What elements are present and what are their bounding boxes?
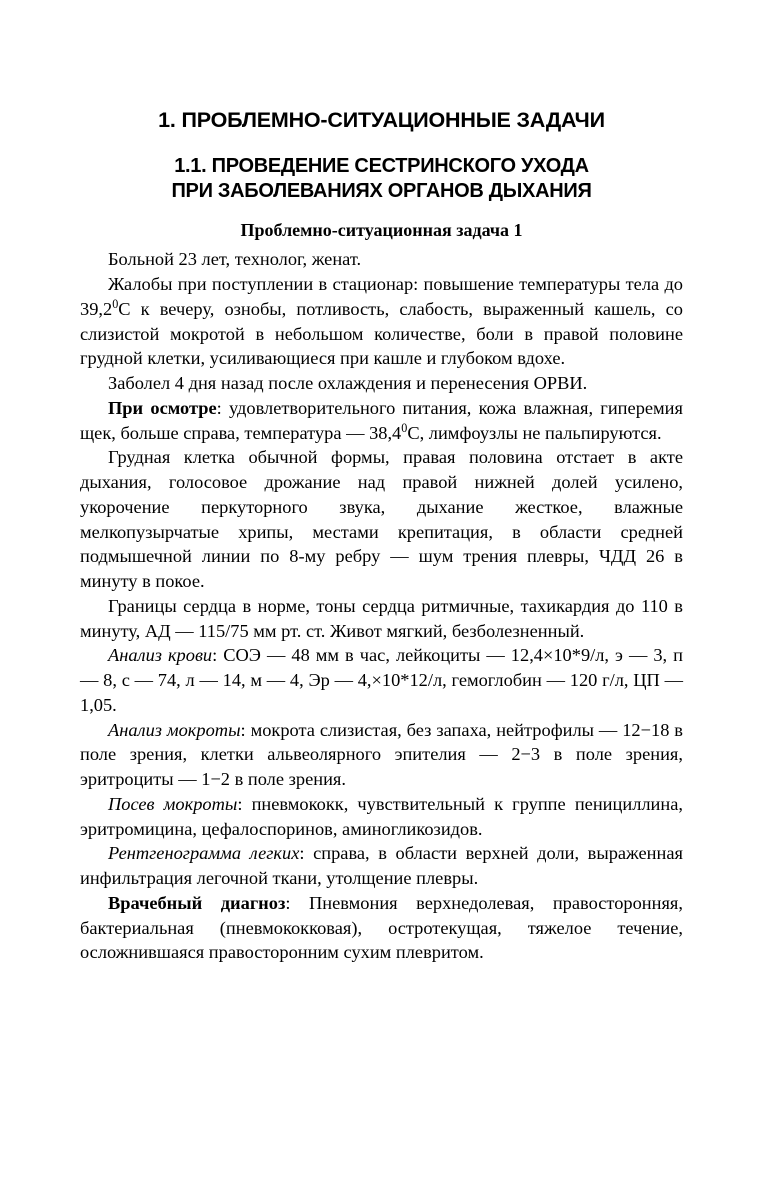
sputum-analysis-text: : мокрота слизистая, без запаха, нейтрофилы — 12−18 в поле зрения, клетки альвеолярного эпителия — 2−3 в поле зрения, эритроциты — 1−2 в поле зрения.: [80, 719, 683, 790]
section-title: [80, 154, 683, 204]
examination-label: При осмотре: [108, 397, 217, 418]
examination-text-before-degree: : удовлетворительного питания, кожа влажная, гиперемия щек, больше справа, температура — 38,4: [80, 397, 683, 443]
degree-sign-1: 0: [112, 296, 119, 311]
degree-sign-2: 0: [401, 420, 408, 435]
sputum-culture-text: : пневмококк, чувствительный к группе пенициллина, эритромицина, цефалоспоринов, аминогликозидов.: [80, 793, 683, 839]
paragraph-onset: Заболел 4 дня назад после охлаждения и перенесения ОРВИ.: [108, 373, 588, 394]
complaints-text-after-degree: С к вечеру, ознобы, потливость, слабость, выраженный кашель, со слизистой мокротой в небольшом количестве, боли в правой половине грудной клетки, усиливающиеся при кашле и глубоком вдохе.: [80, 298, 683, 369]
paragraph-sputum-culture: [80, 792, 683, 842]
paragraph-complaints: [80, 272, 683, 371]
paragraph-diagnosis: [80, 891, 683, 965]
section-title-line-2: ПРИ ЗАБОЛЕВАНИЯХ ОРГАНОВ ДЫХАНИЯ: [171, 179, 592, 202]
paragraph-blood-analysis: [80, 643, 683, 717]
paragraph-heart-findings: Границы сердца в норме, тоны сердца ритмичные, тахикардия до 110 в минуту, АД — 115/75 мм рт. ст. Живот мягкий, безболезненный.: [80, 595, 683, 641]
chest-xray-text: : справа, в области верхней доли, выраженная инфильтрация легочной ткани, утолщение плевры.: [80, 843, 683, 889]
sputum-culture-label: Посев мокроты: [108, 793, 238, 814]
diagnosis-label: Врачебный диагноз: [108, 892, 286, 913]
diagnosis-text: : Пневмония верхнедолевая, правосторонняя, бактериальная (пневмококковая), остротекущая, тяжелое течение, осложнившаяся правосторонним сухим плевритом.: [80, 892, 683, 963]
blood-analysis-text: : СОЭ — 48 мм в час, лейкоциты — 12,4×10*9/л, э — 3, п — 8, с — 74, л — 14, м — 4, Эр — 4,×10*12/л, гемоглобин — 120 г/л, ЦП — 1,05.: [80, 645, 684, 715]
paragraph-sputum-analysis: [80, 718, 683, 792]
paragraph-examination: [80, 396, 683, 446]
task-title: Проблемно-ситуационная задача 1: [240, 219, 523, 240]
chest-xray-label: Рентгенограмма легких: [108, 843, 300, 864]
chapter-title: 1. ПРОБЛЕМНО-СИТУАЦИОННЫЕ ЗАДАЧИ: [158, 108, 605, 132]
section-title-line-1: 1.1. ПРОВЕДЕНИЕ СЕСТРИНСКОГО УХОДА: [174, 154, 589, 177]
paragraph-chest-xray: [80, 841, 683, 891]
paragraph-chest-findings: Грудная клетка обычной формы, правая половина отстает в акте дыхания, голосовое дрожание над правой нижней долей усилено, укорочение перкуторного звука, дыхание жесткое, влажные мелкопузырчатые хрипы, местами крепитация, в области средней подмышечной линии по 8-му ребру — шум трения плевры, ЧДД 26 в минуту в покое.: [80, 447, 683, 592]
examination-text-after-degree: С, лимфоузлы не пальпируются.: [407, 422, 662, 443]
blood-analysis-label: Анализ крови: [108, 645, 213, 666]
paragraph-patient-intro: Больной 23 лет, технолог, женат.: [108, 249, 362, 270]
sputum-analysis-label: Анализ мокроты: [108, 719, 241, 740]
complaints-text-before-degree: Жалобы при поступлении в стационар: повышение температуры тела до 39,2: [80, 274, 683, 319]
